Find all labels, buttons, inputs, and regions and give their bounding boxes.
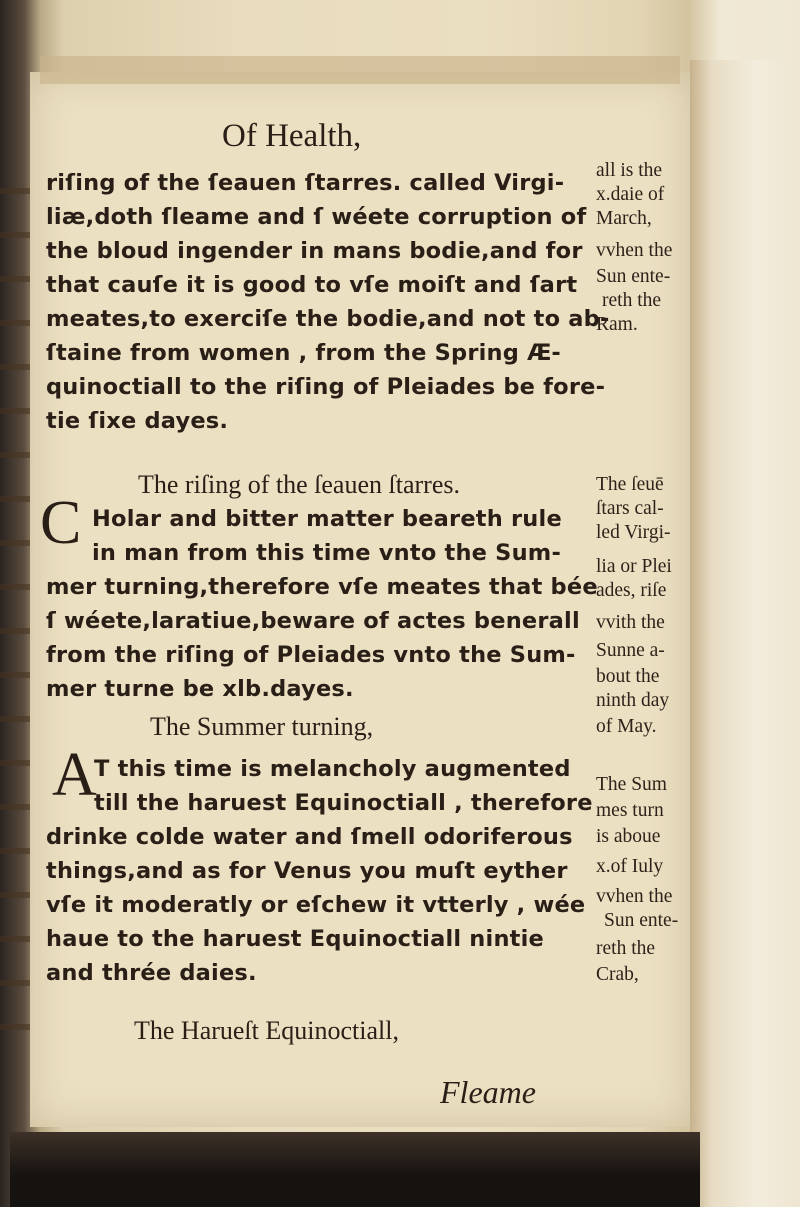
margin-note: Sun ente- (604, 910, 679, 931)
margin-note: of May. (596, 716, 657, 737)
margin-note: Sunne a- (596, 640, 665, 661)
page-heading: Of Health, (222, 118, 362, 154)
body-line: meates,to exerciſe the bodie,and not to ab- (46, 306, 610, 332)
margin-note: lia or Plei (596, 556, 672, 577)
margin-note: x.daie of (596, 184, 665, 205)
body-line: quinoctiall to the riſing of Pleiades be fore- (46, 374, 606, 400)
body-line: from the riſing of Pleiades vnto the Sum- (46, 642, 576, 668)
body-line: and thrée daies. (46, 960, 257, 986)
body-line: mer turning,therefore vſe meates that bée (46, 574, 598, 600)
margin-note: is aboue (596, 826, 661, 847)
margin-note: vvhen the (596, 240, 673, 261)
margin-note: mes turn (596, 800, 664, 821)
margin-note: led Virgi- (596, 522, 671, 543)
margin-note: x.of Iuly (596, 856, 664, 877)
body-line: Holar and bitter matter beareth rule (92, 506, 562, 532)
body-line: vſe it moderatly or eſchew it vtterly , wée (46, 892, 586, 918)
margin-note: reth the (602, 290, 662, 311)
body-line: drinke colde water and ſmell odoriferous (46, 824, 573, 850)
body-line: tie ſixe dayes. (46, 408, 229, 434)
margin-note: ninth day (596, 690, 670, 711)
page-top-edge (40, 56, 680, 84)
body-line: the bloud ingender in mans bodie,and for (46, 238, 583, 264)
body-line: T this time is melancholy augmented (94, 756, 571, 782)
body-line: things,and as for Venus you muſt eyther (46, 858, 568, 884)
margin-note: Sun ente- (596, 266, 671, 287)
body-line: that cauſe it is good to vſe moiſt and ſart (46, 272, 578, 298)
body-line: ſ wéete,laratiue,beware of actes benerall (46, 608, 580, 634)
margin-note: ſtars cal- (596, 498, 664, 519)
margin-note: The ſeuē (596, 474, 664, 495)
margin-note: Crab, (596, 964, 639, 985)
body-line: mer turne be xlb.dayes. (46, 676, 354, 702)
margin-note: bout the (596, 666, 660, 687)
section-subheading: The Harueſt Equinoctiall, (134, 1016, 399, 1045)
section-subheading: The riſing of the ſeauen ſtarres. (138, 470, 460, 499)
margin-note: Ram. (596, 314, 638, 335)
facing-page-edge (690, 60, 800, 1207)
margin-note: The Sum (596, 774, 667, 795)
body-line: haue to the haruest Equinoctiall nintie (46, 926, 544, 952)
drop-cap: A (52, 741, 97, 809)
left-page-bleed (0, 150, 30, 1050)
bottom-shadow (10, 1132, 700, 1207)
margin-note: ades, riſe (596, 580, 667, 601)
margin-note: all is the (596, 160, 663, 181)
catchword: Fleame (440, 1074, 536, 1110)
margin-note: reth the (596, 938, 656, 959)
section-subheading: The Summer turning, (150, 712, 374, 741)
margin-note: March, (596, 208, 652, 229)
body-line: till the haruest Equinoctiall , therefore (94, 790, 593, 816)
body-line: riſing of the ſeauen ſtarres. called Virgi- (46, 170, 565, 196)
margin-note: vvhen the (596, 886, 673, 907)
body-line: liæ,doth ſleame and ſ wéete corruption of (46, 204, 587, 230)
drop-cap: C (40, 489, 82, 557)
margin-note: vvith the (596, 612, 665, 633)
body-line: ſtaine from women , from the Spring Æ- (46, 340, 561, 366)
body-line: in man from this time vnto the Sum- (92, 540, 561, 566)
